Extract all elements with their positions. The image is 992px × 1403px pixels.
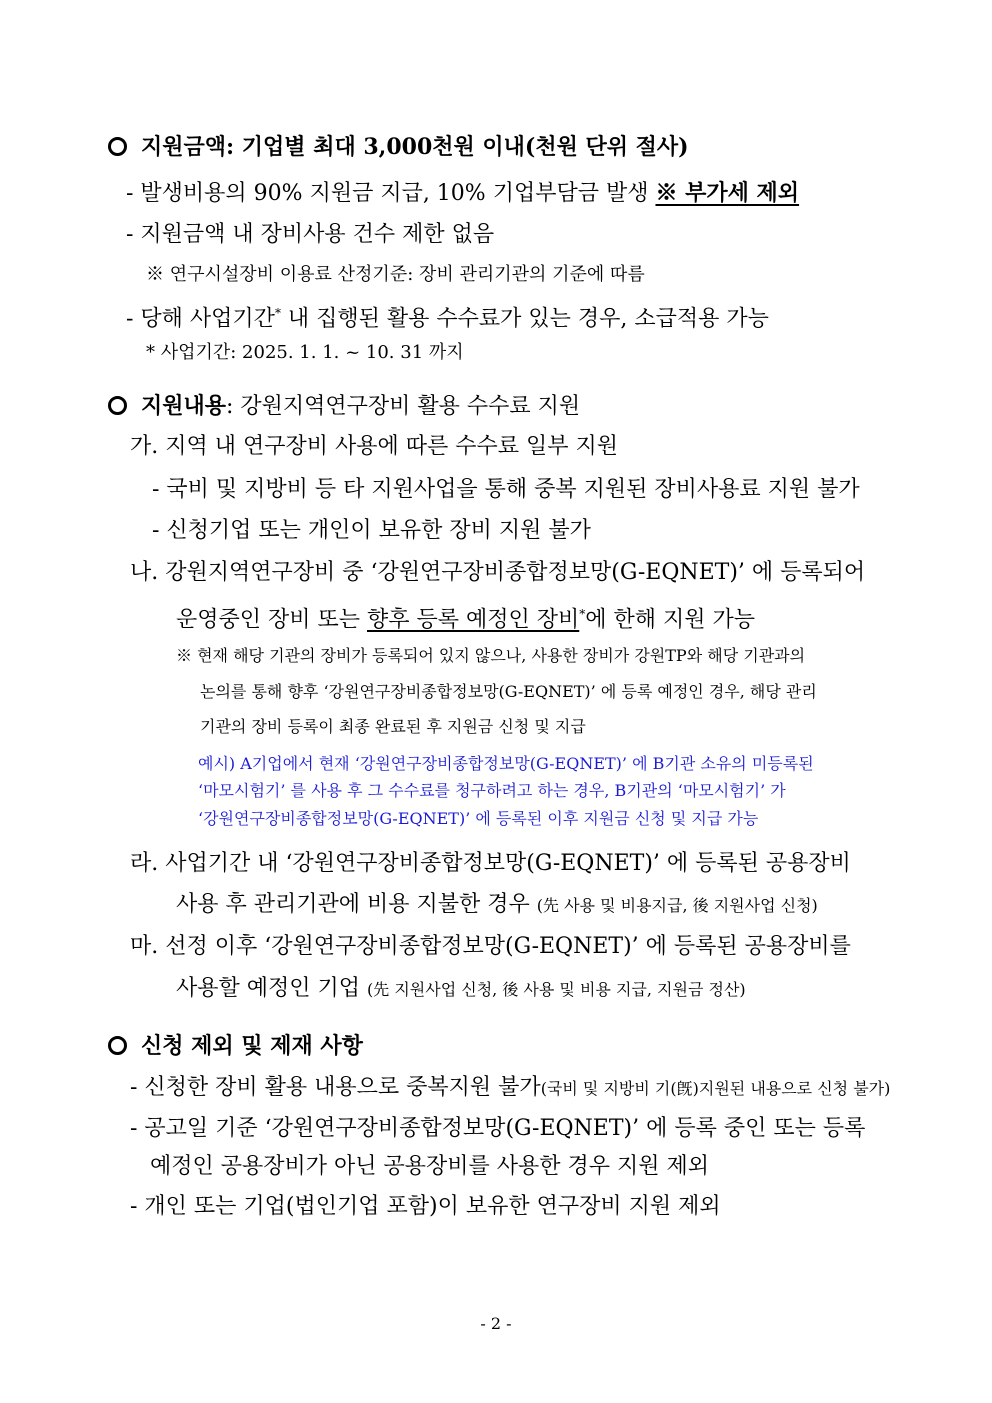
list-item: 운영중인 장비 또는 향후 등록 예정인 장비*에 한해 지원 가능 [176, 607, 755, 633]
note-item: 논의를 통해 향후 ‘강원연구장비종합정보망(G-EQNET)’ 에 등록 예정인 경우, 해당 관리 [200, 682, 817, 701]
list-item: - 지원금액 내 장비사용 건수 제한 없음 [126, 222, 495, 247]
list-item: 사용 후 관리기관에 비용 지불한 경우 (先 사용 및 비용지급, 後 지원사업 신청) [176, 892, 818, 917]
list-item: 마. 선정 이후 ‘강원연구장비종합정보망(G-EQNET)’ 에 등록된 공용장비를 [130, 934, 851, 959]
circle-bullet-icon [108, 396, 127, 415]
note-item: 기관의 장비 등록이 최종 완료된 후 지원금 신청 및 지급 [200, 717, 586, 736]
list-item: - 국비 및 지방비 등 타 지원사업을 통해 중복 지원된 장비사용료 지원 불가 [152, 477, 860, 502]
section-heading-exclusions: 신청 제외 및 제재 사항 [108, 1031, 363, 1062]
list-item: - 발생비용의 90% 지원금 지급, 10% 기업부담금 발생 ※ 부가세 제외 [126, 180, 800, 206]
page-number: - 2 - [480, 1314, 512, 1333]
circle-bullet-icon [108, 1036, 127, 1055]
example-item: ‘강원연구장비종합정보망(G-EQNET)’ 에 등록된 이후 지원금 신청 및 지급 가능 [198, 809, 759, 828]
example-item: ‘마모시험기’ 를 사용 후 그 수수료를 청구하려고 하는 경우, B기관의 ‘마모시험기’ 가 [198, 781, 786, 800]
list-item: 사용할 예정인 기업 (先 지원사업 신청, 後 사용 및 비용 지급, 지원금 정산) [176, 976, 746, 1001]
list-item: - 개인 또는 기업(법인기업 포함)이 보유한 연구장비 지원 제외 [130, 1194, 721, 1219]
list-item: - 신청한 장비 활용 내용으로 중복지원 불가(국비 및 지방비 기(旣)지원된 내용으로 신청 불가) [130, 1075, 891, 1100]
list-item: 나. 강원지역연구장비 중 ‘강원연구장비종합정보망(G-EQNET)’ 에 등록되어 [130, 560, 866, 585]
circle-bullet-icon [108, 137, 127, 156]
list-item: 가. 지역 내 연구장비 사용에 따른 수수료 일부 지원 [130, 434, 618, 459]
note-item: * 사업기간: 2025. 1. 1. ~ 10. 31 까지 [146, 342, 464, 363]
section-heading-support-content: 지원내용: 강원지역연구장비 활용 수수료 지원 [108, 391, 580, 422]
note-item: ※ 연구시설장비 이용료 산정기준: 장비 관리기관의 기준에 따름 [146, 264, 645, 285]
list-item: - 당해 사업기간* 내 집행된 활용 수수료가 있는 경우, 소급적용 가능 [126, 306, 769, 332]
section-heading-support-amount: 지원금액: 기업별 최대 3,000천원 이내(천원 단위 절사) [108, 132, 689, 163]
list-item: 라. 사업기간 내 ‘강원연구장비종합정보망(G-EQNET)’ 에 등록된 공용장비 [130, 851, 851, 876]
note-item: ※ 현재 해당 기관의 장비가 등록되어 있지 않으나, 사용한 장비가 강원TP와 해당 기관과의 [176, 646, 806, 665]
list-item: 예정인 공용장비가 아닌 공용장비를 사용한 경우 지원 제외 [150, 1154, 710, 1179]
list-item: - 공고일 기준 ‘강원연구장비종합정보망(G-EQNET)’ 에 등록 중인 또는 등록 [130, 1116, 866, 1141]
example-item: 예시) A기업에서 현재 ‘강원연구장비종합정보망(G-EQNET)’ 에 B기관 소유의 미등록된 [198, 754, 814, 773]
list-item: - 신청기업 또는 개인이 보유한 장비 지원 불가 [152, 518, 591, 543]
vat-note: ※ 부가세 제외 [655, 180, 800, 206]
